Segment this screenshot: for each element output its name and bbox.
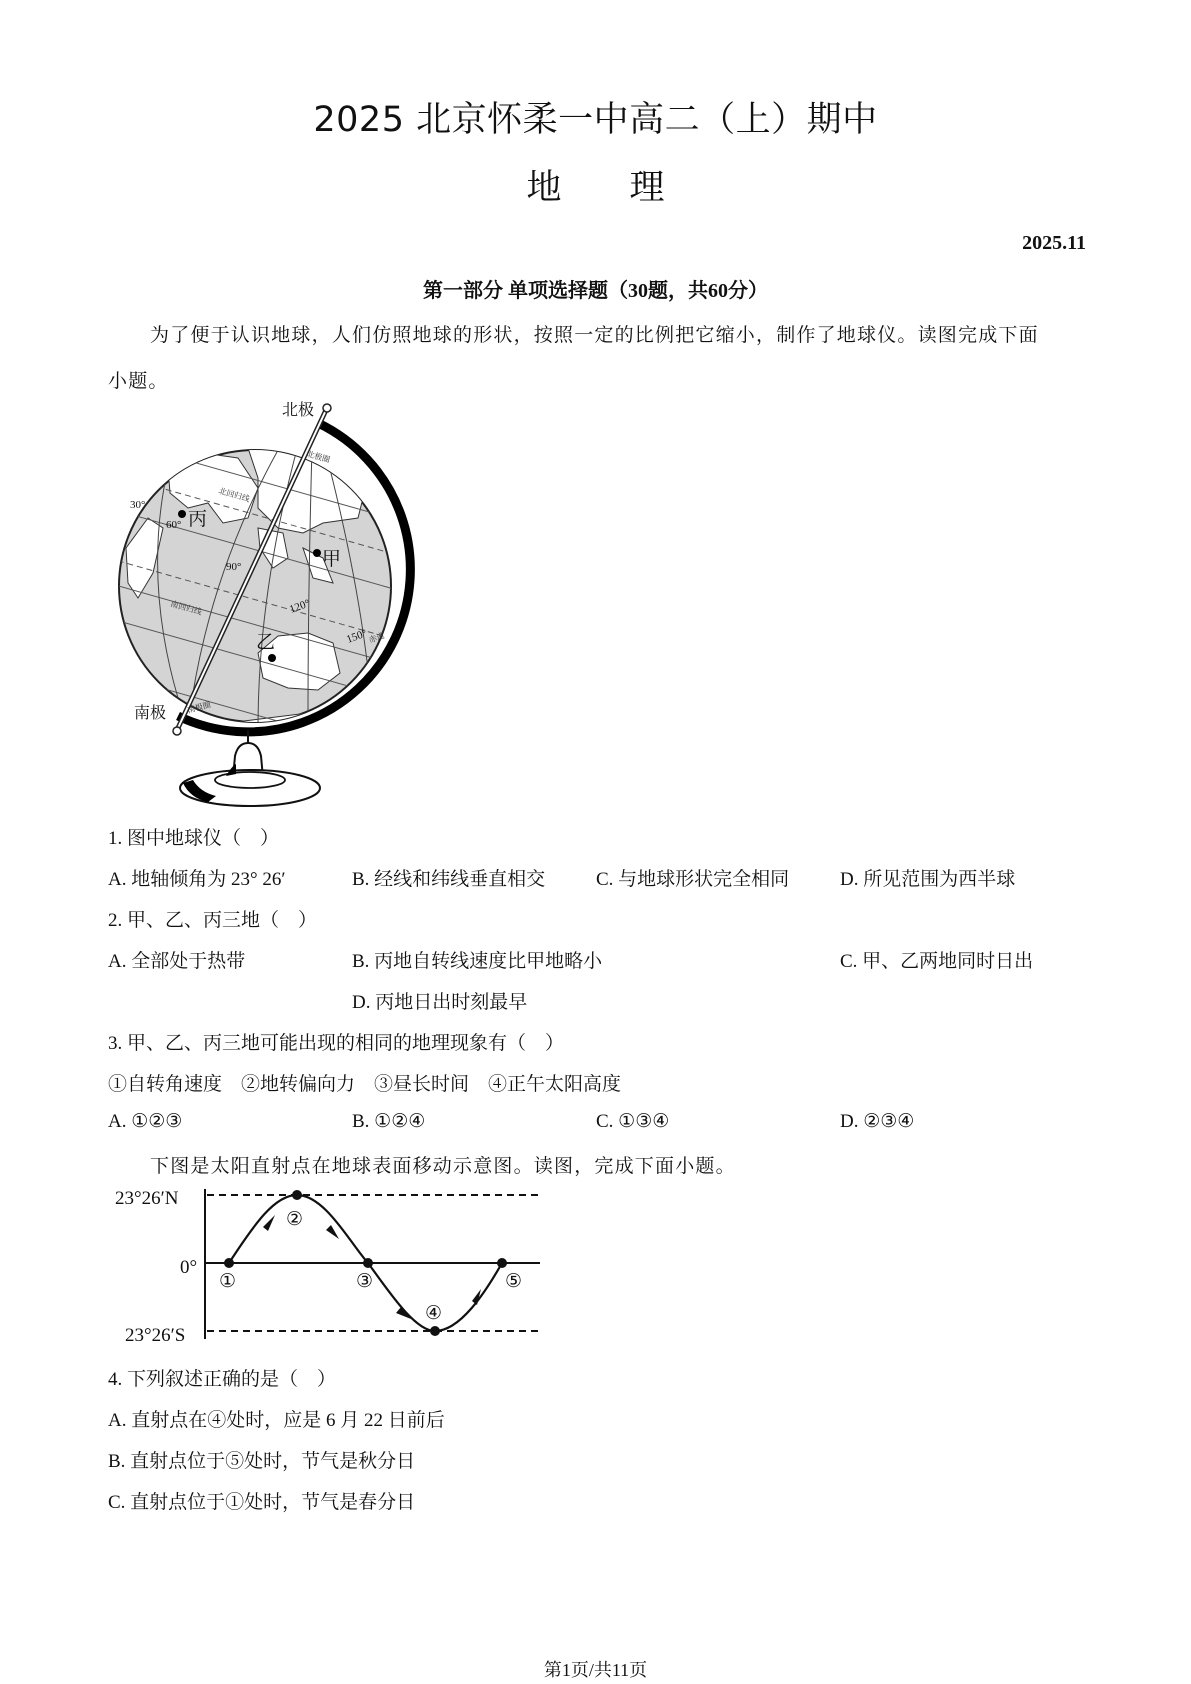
question-1-option-c[interactable]: C. 与地球形状完全相同: [596, 869, 790, 890]
document-title: 2025 北京怀柔一中高二（上）期中: [313, 100, 878, 140]
globe-illustration: [108, 398, 418, 808]
exam-date: 2025.11: [1022, 232, 1086, 254]
question-2-stem: 2. 甲、乙、丙三地（ ）: [108, 910, 318, 931]
question-3-items: ①自转角速度 ②地转偏向力 ③昼长时间 ④正午太阳高度: [108, 1074, 622, 1095]
question-3-option-c[interactable]: C. ①③④: [596, 1111, 670, 1132]
question-1-option-a[interactable]: A. 地轴倾角为 23° 26′: [108, 869, 286, 890]
question-2-option-d[interactable]: D. 丙地日出时刻最早: [352, 992, 528, 1013]
question-2-option-a[interactable]: A. 全部处于热带: [108, 951, 246, 972]
longitude-label-120: 120°: [287, 597, 312, 616]
question-2-option-c[interactable]: C. 甲、乙两地同时日出: [840, 951, 1034, 972]
longitude-label-90: 90°: [226, 561, 242, 573]
question-3-stem: 3. 甲、乙、丙三地可能出现的相同的地理现象有（ ）: [108, 1033, 565, 1054]
north-pole-label: 北极: [282, 402, 315, 419]
question-4-option-b[interactable]: B. 直射点位于⑤处时，节气是秋分日: [108, 1451, 416, 1472]
globe-figure: [108, 398, 418, 808]
longitude-label-150: 150°: [344, 627, 369, 646]
tropic-of-cancer-label: 北回归线: [217, 486, 251, 504]
y-label-south: 23°26′S: [125, 1325, 186, 1343]
subject-title: [0, 160, 1191, 210]
question-1-stem: 1. 图中地球仪（ ）: [108, 828, 280, 849]
y-label-equator: 0°: [180, 1257, 198, 1278]
point-label-3: ③: [356, 1271, 374, 1292]
intro-paragraph-line-2: 小题。: [108, 371, 169, 392]
page-number: 第1页/共11页: [543, 1660, 648, 1680]
point-label-1: ①: [219, 1271, 237, 1292]
longitude-label-30: 30°: [130, 499, 146, 511]
question-1-option-d[interactable]: D. 所见范围为西半球: [840, 869, 1016, 890]
point-label-2: ②: [286, 1209, 304, 1230]
subject-char-1: 地: [526, 168, 562, 208]
question-2-option-b[interactable]: B. 丙地自转线速度比甲地略小: [352, 951, 603, 972]
place-marker-bing: [178, 510, 186, 518]
question-4-option-c[interactable]: C. 直射点位于①处时，节气是春分日: [108, 1492, 416, 1513]
question-1-option-b[interactable]: B. 经线和纬线垂直相交: [352, 869, 546, 890]
place-marker-jia: [313, 549, 321, 557]
question-3-option-a[interactable]: A. ①②③: [108, 1111, 183, 1132]
point-label-5: ⑤: [505, 1271, 523, 1292]
intro-paragraph-2: 下图是太阳直射点在地球表面移动示意图。读图，完成下面小题。: [150, 1156, 736, 1177]
question-4-stem: 4. 下列叙述正确的是（ ）: [108, 1369, 337, 1390]
antarctic-circle-label: 南极圈: [186, 700, 212, 715]
place-label-yi: 乙: [256, 632, 276, 653]
question-4-option-a[interactable]: A. 直射点在④处时，应是 6 月 22 日前后: [108, 1410, 445, 1431]
longitude-label-60: 60°: [166, 519, 182, 531]
equator-label: 赤道: [367, 630, 386, 645]
tropic-of-capricorn-label: 南回归线: [169, 599, 203, 617]
section-title: 第一部分 单项选择题（30题，共60分）: [423, 280, 768, 302]
question-3-option-d[interactable]: D. ②③④: [840, 1111, 915, 1132]
y-label-north: 23°26′N: [115, 1188, 179, 1209]
place-marker-yi: [268, 654, 276, 662]
question-3-option-b[interactable]: B. ①②④: [352, 1111, 426, 1132]
arctic-circle-label: 北极圈: [305, 449, 331, 465]
place-label-jia: 甲: [322, 549, 342, 570]
place-label-bing: 丙: [188, 509, 208, 530]
intro-paragraph-line-1: 为了便于认识地球，人们仿照地球的形状，按照一定的比例把它缩小，制作了地球仪。读图完成下面: [150, 325, 1039, 346]
sun-direct-point-diagram: [115, 1183, 555, 1343]
south-pole-label: 南极: [134, 705, 167, 722]
subject-char-2: 理: [629, 168, 665, 208]
point-label-4: ④: [425, 1303, 443, 1324]
